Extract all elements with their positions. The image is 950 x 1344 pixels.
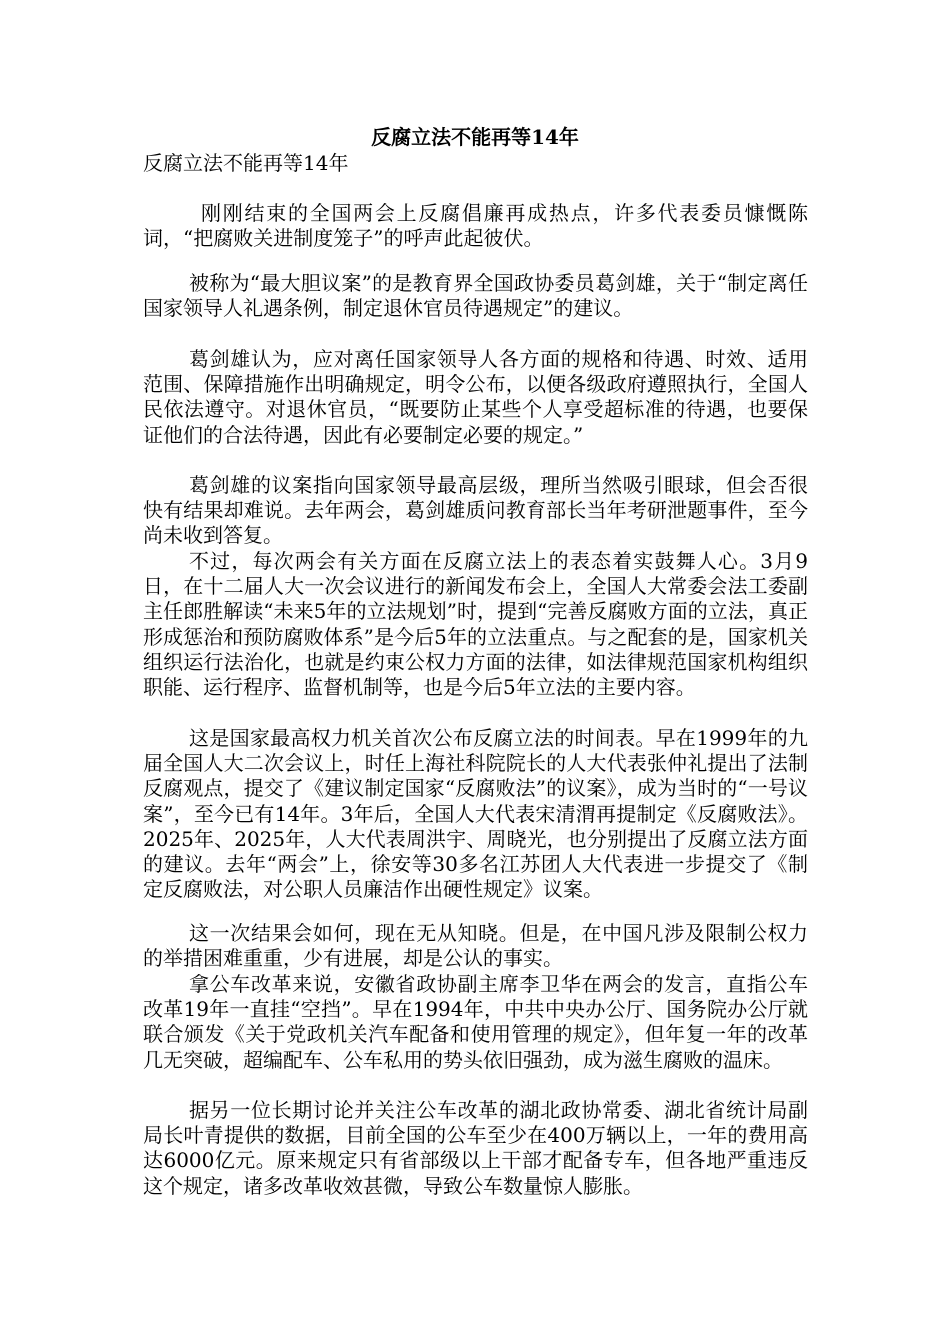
paragraph-8: 拿公车改革来说，安徽省政协副主席李卫华在两会的发言，直指公车改革19年一直挂“空挡”。早在1994年，中共中央办公厅、国务院办公厅就联合颁发《关于党政机关汽车配备和使用管理的规定》，但年复一年的改革几无突破，超编配车、公车私用的势头依旧强劲，成为滋生腐败的温床。 bbox=[143, 972, 808, 1072]
document-title: 反腐立法不能再等14年 bbox=[371, 125, 579, 149]
paragraph-7: 这一次结果会如何，现在无从知晓。但是，在中国凡涉及限制公权力的举措困难重重，少有进展，却是公认的事实。 bbox=[143, 921, 808, 971]
paragraph-9: 据另一位长期讨论并关注公车改革的湖北政协常委、湖北省统计局副局长叶青提供的数据，目前全国的公车至少在400万辆以上，一年的费用高达6000亿元。原来规定只有省部级以上干部才配备专车，但各地严重违反这个规定，诸多改革收效甚微，导致公车数量惊人膨胀。 bbox=[143, 1098, 808, 1198]
paragraph-1: 刚刚结束的全国两会上反腐倡廉再成热点，许多代表委员慷慨陈词，“把腐败关进制度笼子”的呼声此起彼伏。 bbox=[143, 201, 808, 251]
paragraph-5: 不过，每次两会有关方面在反腐立法上的表态着实鼓舞人心。3月9日，在十二届人大一次会议进行的新闻发布会上，全国人大常委会法工委副主任郎胜解读“未来5年的立法规划”时，提到“完善反腐败方面的立法，真正形成惩治和预防腐败体系”是今后5年的立法重点。与之配套的是，国家机关组织运行法治化，也就是约束公权力方面的法律，如法律规范国家机构组织职能、运行程序、监督机制等，也是今后5年立法的主要内容。 bbox=[143, 549, 808, 700]
document-subtitle: 反腐立法不能再等14年 bbox=[143, 151, 349, 175]
paragraph-6: 这是国家最高权力机关首次公布反腐立法的时间表。早在1999年的九届全国人大二次会议上，时任上海社科院院长的人大代表张仲礼提出了法制反腐观点，提交了《建议制定国家“反腐败法”的议案》，成为当时的“一号议案”，至今已有14年。3年后，全国人大代表宋清渭再提制定《反腐败法》。2025年、2025年，人大代表周洪宇、周晓光，也分别提出了反腐立法方面的建议。去年“两会”上，徐安等30多名江苏团人大代表进一步提交了《制定反腐败法，对公职人员廉洁作出硬性规定》议案。 bbox=[143, 726, 808, 902]
paragraph-3: 葛剑雄认为，应对离任国家领导人各方面的规格和待遇、时效、适用范围、保障措施作出明确规定，明令公布，以便各级政府遵照执行，全国人民依法遵守。对退休官员，“既要防止某些个人享受超标准的待遇，也要保证他们的合法待遇，因此有必要制定必要的规定。” bbox=[143, 347, 808, 447]
paragraph-4: 葛剑雄的议案指向国家领导最高层级，理所当然吸引眼球，但会否很快有结果却难说。去年两会，葛剑雄质问教育部长当年考研泄题事件，至今尚未收到答复。 bbox=[143, 473, 808, 548]
paragraph-2: 被称为“最大胆议案”的是教育界全国政协委员葛剑雄，关于“制定离任国家领导人礼遇条例，制定退休官员待遇规定”的建议。 bbox=[143, 271, 808, 321]
